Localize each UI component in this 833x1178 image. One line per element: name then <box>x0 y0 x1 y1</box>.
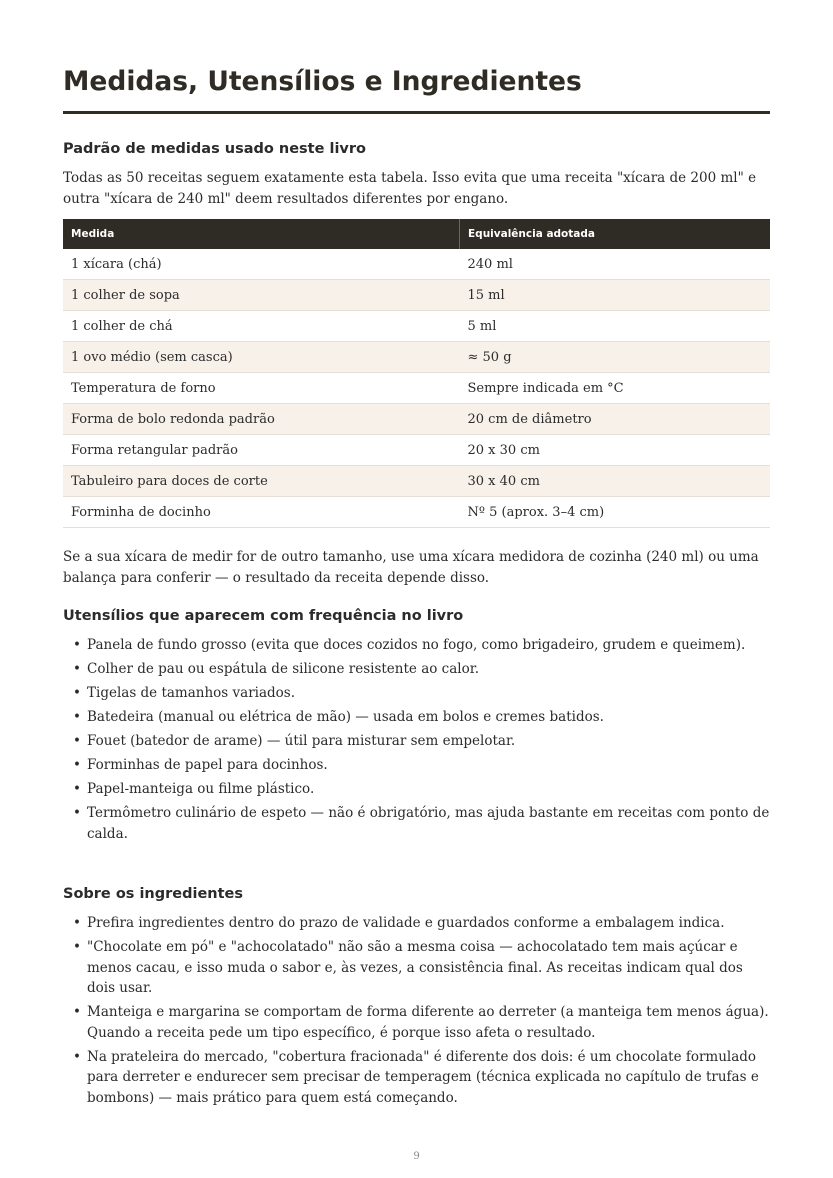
list-item-text: Prefira ingredientes dentro do prazo de validade e guardados conforme a embalagem indica. <box>87 915 725 931</box>
list-item-text: Tigelas de tamanhos variados. <box>87 685 296 701</box>
bullet-icon: • <box>73 1004 81 1020</box>
list-item-text: Termômetro culinário de espeto — não é obrigatório, mas ajuda bastante em receitas com ponto de calda. <box>87 805 770 842</box>
equivalence-cell: 20 x 30 cm <box>460 435 771 466</box>
list-item <box>63 1002 770 1043</box>
page-number: 9 <box>413 1151 420 1162</box>
measure-cell: Forma retangular padrão <box>63 435 460 466</box>
table-header-row <box>63 219 770 249</box>
list-item <box>63 731 770 752</box>
list-item <box>63 937 770 999</box>
bullet-icon: • <box>73 939 81 955</box>
section-heading-ingredients: Sobre os ingredientes <box>63 886 244 902</box>
equivalence-cell: Sempre indicada em °C <box>460 373 771 404</box>
measure-cell: Tabuleiro para doces de corte <box>63 466 460 497</box>
list-item <box>63 707 770 728</box>
utensils-list <box>63 635 770 848</box>
list-item-text: Fouet (batedor de arame) — útil para misturar sem empelotar. <box>87 733 516 749</box>
list-item-text: Batedeira (manual ou elétrica de mão) — usada em bolos e cremes batidos. <box>87 709 604 725</box>
bullet-icon: • <box>73 637 81 653</box>
equivalence-cell: 20 cm de diâmetro <box>460 404 771 435</box>
table-row <box>63 249 770 280</box>
bullet-icon: • <box>73 685 81 701</box>
measure-cell: Forma de bolo redonda padrão <box>63 404 460 435</box>
equivalence-cell: 240 ml <box>460 249 771 280</box>
page-title: Medidas, Utensílios e Ingredientes <box>63 66 582 97</box>
list-item-text: Forminhas de papel para docinhos. <box>87 757 328 773</box>
table-row <box>63 342 770 373</box>
list-item-text: Panela de fundo grosso (evita que doces cozidos no fogo, como brigadeiro, grudem e queimem). <box>87 637 746 653</box>
section-heading-utensils: Utensílios que aparecem com frequência no livro <box>63 608 464 624</box>
list-item <box>63 913 770 934</box>
equivalence-cell: ≈ 50 g <box>460 342 771 373</box>
bullet-icon: • <box>73 709 81 725</box>
measure-cell: Temperatura de forno <box>63 373 460 404</box>
table-row <box>63 404 770 435</box>
list-item-text: Manteiga e margarina se comportam de forma diferente ao derreter (a manteiga tem menos água). Quando a receita pede um tipo específico, é porque isso afeta o resultado. <box>87 1004 769 1041</box>
equivalence-cell: 15 ml <box>460 280 771 311</box>
bullet-icon: • <box>73 661 81 677</box>
equivalence-cell: Nº 5 (aprox. 3–4 cm) <box>460 497 771 528</box>
measures-table <box>63 219 770 528</box>
table-row <box>63 435 770 466</box>
measure-cell: 1 colher de sopa <box>63 280 460 311</box>
list-item <box>63 635 770 656</box>
list-item <box>63 1047 770 1109</box>
list-item <box>63 659 770 680</box>
table-row <box>63 280 770 311</box>
section-heading-measures: Padrão de medidas usado neste livro <box>63 141 366 157</box>
table-header-cell: Equivalência adotada <box>460 219 771 249</box>
measure-cell: 1 xícara (chá) <box>63 249 460 280</box>
bullet-icon: • <box>73 733 81 749</box>
bullet-icon: • <box>73 915 81 931</box>
equivalence-cell: 5 ml <box>460 311 771 342</box>
list-item-text: Na prateleira do mercado, "cobertura fracionada" é diferente dos dois: é um chocolate formulado para derreter e endurecer sem precisar de temperagem (técnica explicada no capítulo de trufas e bombons) — mais prático para quem está começando. <box>87 1048 759 1106</box>
bullet-icon: • <box>73 781 81 797</box>
table-header-cell: Medida <box>63 219 460 249</box>
table-row <box>63 373 770 404</box>
table-row <box>63 311 770 342</box>
list-item <box>63 803 770 844</box>
measures-note: Se a sua xícara de medir for de outro tamanho, use uma xícara medidora de cozinha (240 ml) ou uma balança para conferir — o resultado da receita depende disso. <box>63 549 759 586</box>
list-item-text: "Chocolate em pó" e "achocolatado" não são a mesma coisa — achocolatado tem mais açúcar e menos cacau, e isso muda o sabor e, às vezes, a consistência final. As receitas indicam qual dos dois usar. <box>87 939 743 996</box>
measures-intro: Todas as 50 receitas seguem exatamente esta tabela. Isso evita que uma receita "xícara de 200 ml" e outra "xícara de 240 ml" deem resultados diferentes por engano. <box>63 170 757 207</box>
bullet-icon: • <box>73 757 81 773</box>
bullet-icon: • <box>73 1048 81 1065</box>
ingredients-list <box>63 913 770 1112</box>
table-row <box>63 497 770 528</box>
measure-cell: Forminha de docinho <box>63 497 460 528</box>
bullet-icon: • <box>73 805 81 821</box>
equivalence-cell: 30 x 40 cm <box>460 466 771 497</box>
list-item-text: Papel-manteiga ou filme plástico. <box>87 781 315 797</box>
measure-cell: 1 colher de chá <box>63 311 460 342</box>
list-item <box>63 755 770 776</box>
table-row <box>63 466 770 497</box>
measure-cell: 1 ovo médio (sem casca) <box>63 342 460 373</box>
list-item <box>63 683 770 704</box>
title-divider <box>63 111 770 114</box>
list-item-text: Colher de pau ou espátula de silicone resistente ao calor. <box>87 661 479 677</box>
list-item <box>63 779 770 800</box>
